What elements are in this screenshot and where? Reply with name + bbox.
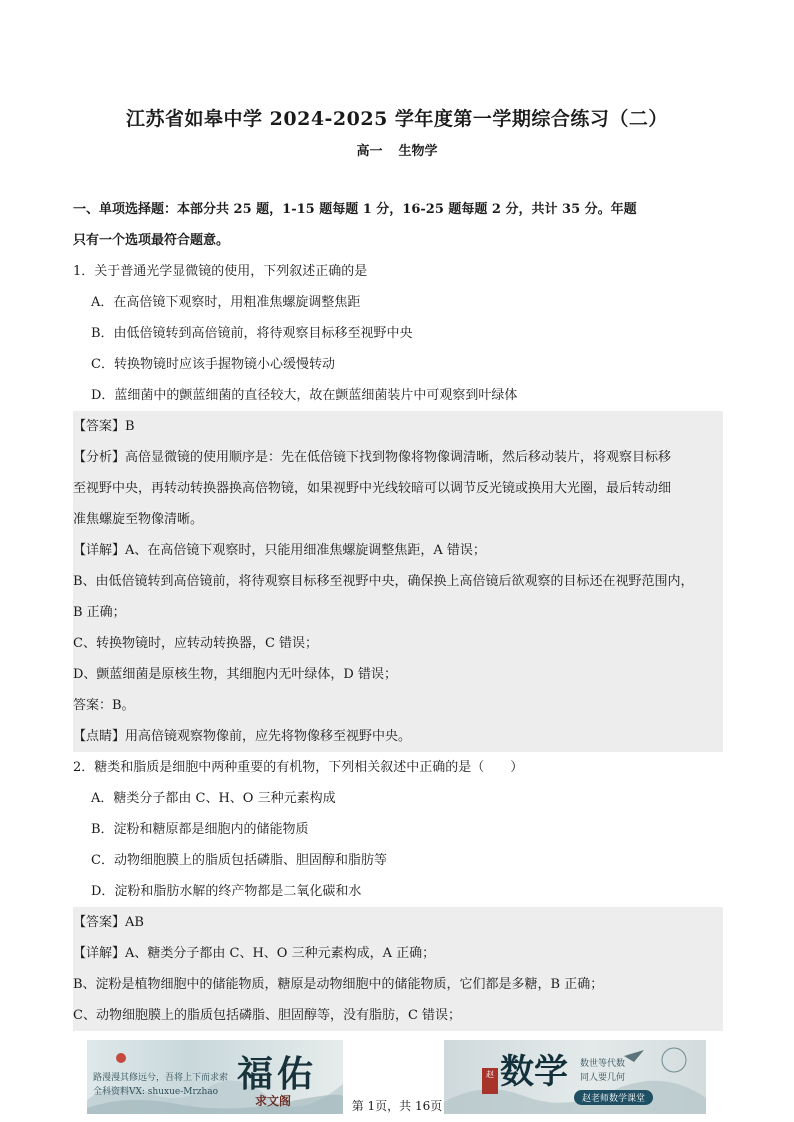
question-2-option-b: B．淀粉和糖原都是细胞内的储能物质 [91,822,309,837]
question-2-detail-line: C、动物细胞膜上的脂质包括磷脂、胆固醇等，没有脂肪，C 错误； [73,1008,462,1023]
page-number: 第 1页，共 16页 [351,1099,443,1113]
question-1-option-a: A．在高倍镜下观察时，用粗准焦螺旋调整焦距 [91,295,361,310]
document-body [73,194,723,1031]
banner-right-calligraphy: 数学 [500,1052,568,1092]
subject-label: 生物学 [398,144,438,159]
banner-right-pill: 赵老师数学课堂 [574,1090,653,1105]
question-1-analysis-line: 准焦螺旋至物像清晰。 [73,512,204,527]
question-1-analysis-line: 至视野中央，再转动转换器换高倍物镜，如果视野中光线较暗可以调节反光镜或换用大光圈，最后转动细 [73,481,672,496]
banner-right-seal: 赵 [482,1068,498,1094]
question-2-detail-line: 【详解】A、糖类分子都由 C、H、O 三种元素构成，A 正确； [73,946,436,961]
banner-left-calligraphy: 福佑 [237,1053,318,1095]
question-1-stem: 1．关于普通光学显微镜的使用，下列叙述正确的是 [73,264,368,279]
grade-label: 高一 [356,144,383,159]
question-1-analysis-line: 【分析】高倍显微镜的使用顺序是：先在低倍镜下找到物像将物像调清晰，然后移动装片，将观察目标移 [73,450,672,465]
question-2-option-c: C．动物细胞膜上的脂质包括磷脂、胆固醇和脂肪等 [91,853,387,868]
banner-left-sub: 求文阁 [255,1094,292,1108]
question-1-detail-line: B 正确； [73,605,126,620]
question-1-detail-line: 【详解】A、在高倍镜下观察时，只能用细准焦螺旋调整焦距，A 错误； [73,543,486,558]
banner-left-contact: 全科资料VX: shuxue-Mrzhao [93,1087,219,1097]
question-2-option-a: A．糖类分子都由 C、H、O 三种元素构成 [91,791,336,806]
question-1-option-c: C．转换物镜时应该手握物镜小心缓慢转动 [91,357,335,372]
banner-left-motto: 路漫漫其修远兮，吾将上下而求索 [93,1073,229,1083]
question-1-option-b: B．由低倍镜转到高倍镜前，将待观察目标移至视野中央 [91,326,413,341]
question-2-detail-line: B、淀粉是植物细胞中的储能物质，糖原是动物细胞中的储能物质，它们都是多糖，B 正确； [73,977,604,992]
section-instruction-line2: 只有一个选项最符合题意。 [73,233,230,248]
question-1-solution [73,411,723,752]
section-instruction-line1: 一、单项选择题：本部分共 25 题，1-15 题每题 1 分，16-25 题每题 2 分，共计 35 分。年题 [73,202,637,217]
page-title: 江苏省如皋中学 2024-2025 学年度第一学期综合练习（二） [126,108,668,130]
question-2-stem: 2．糖类和脂质是细胞中两种重要的有机物，下列相关叙述中正确的是（ ） [73,760,524,775]
banner-right-line2: 同人要几何 [580,1073,626,1083]
question-1-detail-line: D、颤蓝细菌是原核生物，其细胞内无叶绿体，D 错误； [73,667,397,682]
question-1-answer: 【答案】B [73,419,135,434]
question-1-tip: 【点睛】用高倍镜观察物像前，应先将物像移至视野中央。 [73,729,412,744]
question-2-answer: 【答案】AB [73,915,144,930]
question-1-detail-line: 答案：B。 [73,698,135,713]
question-2-solution [73,907,723,1031]
question-2-option-d: D．淀粉和脂肪水解的终产物都是二氧化碳和水 [91,884,362,899]
question-1-detail-line: B、由低倍镜转到高倍镜前，将待观察目标移至视野中央，确保换上高倍镜后欲观察的目标还在视野范围内， [73,574,694,589]
page-subtitle [0,140,794,159]
banner-right-line1: 数世等代数 [580,1059,626,1069]
question-1-option-d: D．蓝细菌中的颤蓝细菌的直径较大，故在颤蓝细菌装片中可观察到叶绿体 [91,388,518,403]
question-1-detail-line: C、转换物镜时，应转动转换器，C 错误； [73,636,319,651]
